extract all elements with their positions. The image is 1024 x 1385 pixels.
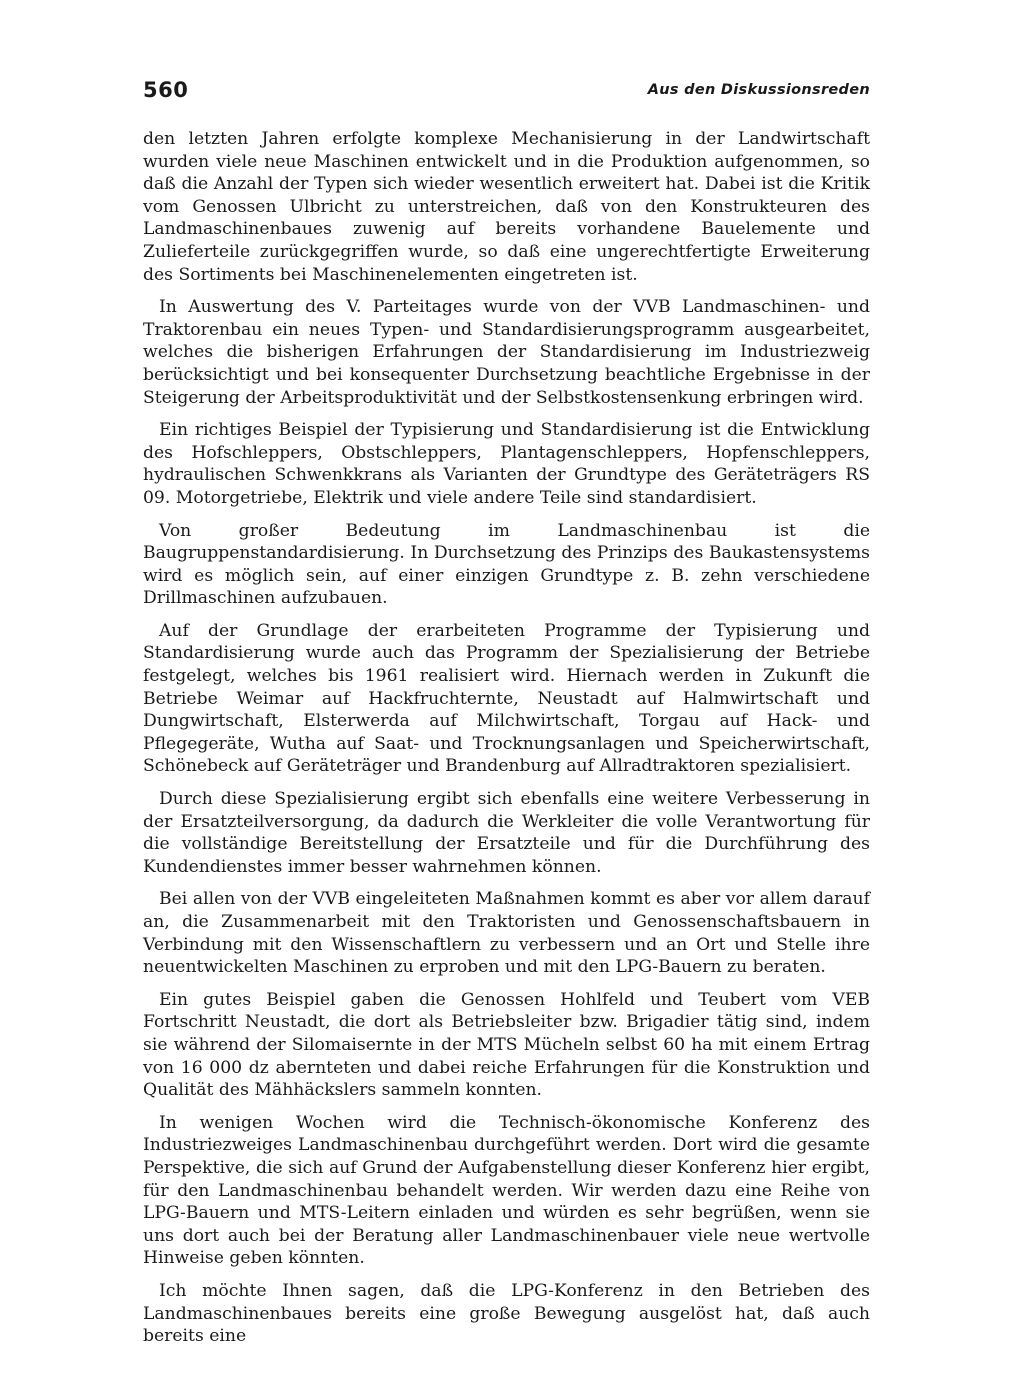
paragraph: Bei allen von der VVB eingeleiteten Maßnahmen kommt es aber vor allem darauf an, die Zusammenarbeit mit den Traktoristen und Genossenschaftsbauern in Verbindung mit den Wissenschaftlern zu verbessern und an Ort und Stelle ihre neuentwickelten Maschinen zu erproben und mit den LPG-Bauern zu beraten. [143,889,870,978]
paragraph: Ich möchte Ihnen sagen, daß die LPG-Konferenz in den Betrieben des Landmaschinenbaues bereits eine große Bewegung ausgelöst hat, daß auch bereits eine [143,1280,870,1347]
running-head: Aus den Diskussionsreden [647,82,870,98]
page-header [143,78,870,108]
paragraph: In wenigen Wochen wird die Technisch-ökonomische Konferenz des Industriezweiges Landmaschinenbau durchgeführt werden. Dort wird die gesamte Perspektive, die sich auf Grund der Aufgabenstellung dieser Konferenz hier ergibt, für den Landmaschinenbau behandelt werden. Wir werden dazu eine Reihe von LPG-Bauern und MTS-Leitern einladen und würden es sehr begrüßen, wenn sie uns dort auch bei der Beratung aller Landmaschinenbauer viele neue wertvolle Hinweise geben könnten. [143,1112,870,1269]
paragraph: Durch diese Spezialisierung ergibt sich ebenfalls eine weitere Verbesserung in der Ersatzteilversorgung, da dadurch die Werkleiter die volle Verantwortung für die vollständige Bereitstellung der Ersatzteile und für die Durchführung des Kundendienstes immer besser wahrnehmen können. [143,789,870,877]
paragraph: Ein gutes Beispiel gaben die Genossen Hohlfeld und Teubert vom VEB Fortschritt Neustadt, die dort als Betriebsleiter bzw. Brigadier tätig sind, indem sie während der Silomaisernte in der MTS Mücheln selbst 60 ha mit einem Ertrag von 16 000 dz aberntеten und dabei reiche Erfahrungen für die Konstruktion und Qualität des Mähhäckslers sammeln konnten. [143,989,870,1101]
paragraph: Auf der Grundlage der erarbeiteten Programme der Typisierung und Standardisierung wurde auch das Programm der Spezialisierung der Betriebe festgelegt, welches bis 1961 realisiert wird. Hiernach werden in Zukunft die Betriebe Weimar auf Hackfruchternte, Neustadt auf Halmwirtschaft und Dungwirtschaft, Elsterwerda auf Milchwirtschaft, Torgau auf Hack- und Pflegegeräte, Wutha auf Saat- und Trocknungsanlagen und Speicherwirtschaft, Schönebeck auf Geräteträger und Brandenburg auf Allradtraktoren spezialisiert. [143,620,870,777]
paragraph: Von großer Bedeutung im Landmaschinenbau ist die Baugruppenstandardisierung. In Durchsetzung des Prinzips des Baukastensystems wird es möglich sein, auf einer einzigen Grundtype z. B. zehn verschiedene Drillmaschinen aufzubauen. [143,520,870,609]
paragraph: In Auswertung des V. Parteitages wurde von der VVB Landmaschinen- und Traktorenbau ein neues Typen- und Standardisierungsprogramm ausgearbeitet, welches die bisherigen Erfahrungen der Standardisierung im Industriezweig berücksichtigt und bei konsequenter Durchsetzung beachtliche Ergebnisse in der Steigerung der Arbeitsproduktivität und der Selbstkostensenkung erbringen wird. [143,297,870,408]
body-text [143,128,870,1358]
page-number: 560 [143,78,189,102]
paragraph: Ein richtiges Beispiel der Typisierung und Standardisierung ist die Entwicklung des Hofschleppers, Obstschleppers, Plantagenschleppers, Hopfenschleppers, hydraulischen Schwenkkrans als Varianten der Grundtype des Geräteträgers RS 09. Motorgetriebe, Elektrik und viele andere Teile sind standardisiert. [143,420,870,508]
paragraph: den letzten Jahren erfolgte komplexe Mechanisierung in der Landwirtschaft wurden viele neue Maschinen entwickelt und in die Produktion aufgenommen, so daß die Anzahl der Typen sich wieder wesentlich erweitert hat. Dabei ist die Kritik vom Genossen Ulbricht zu unterstreichen, daß von den Konstrukteuren des Landmaschinenbaues zuwenig auf bereits vorhandene Bauelemente und Zulieferteile zurückgegriffen wurde, so daß eine ungerechtfertigte Erweiterung des Sortiments bei Maschinenelementen eingetreten ist. [143,129,870,285]
